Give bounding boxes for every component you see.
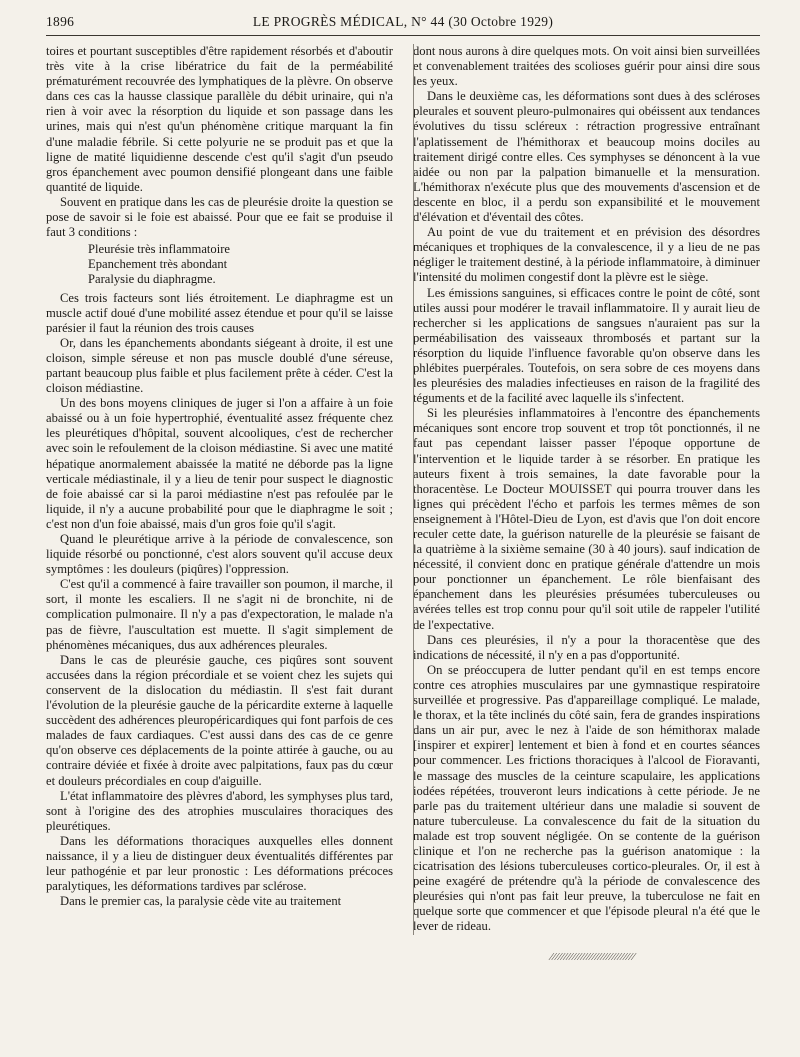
paragraph: C'est qu'il a commencé à faire travailler son poumon, il marche, il sort, il monte les escaliers. Il ne s'agit ni de bronchite, ni de complication pulmonaire. Il n'y a pas d'expectoration, le malade n'a pas de fièvre, l'auscultation est muette. Il s'agit simplement de phénomènes mécaniques, dus aux adhérences pleurales. [46, 577, 393, 652]
right-column [413, 44, 760, 935]
paragraph: Dans le premier cas, la paralysie cède vite au traitement [60, 894, 342, 909]
left-column [46, 44, 393, 935]
paragraph: Ces trois facteurs sont liés étroitement. Le diaphragme est un muscle actif doué d'une mobilité assez étendue et pour qu'il se laisse parésier il faut la réunion des trois causes [46, 290, 393, 335]
end-ornament: ⁄⁄⁄⁄⁄⁄⁄⁄⁄⁄⁄⁄⁄⁄⁄⁄⁄⁄⁄⁄⁄⁄⁄⁄⁄⁄⁄⁄⁄⁄ [550, 950, 636, 963]
paragraph: Au point de vue du traitement et en prévision des désordres mécaniques et trophiques de la convalescence, il y a lieu de ne pas négliger le traitement destiné, à la période inflammatoire, à diminuer l'intensité du molimen congestif dont la plèvre est le siège. [413, 225, 760, 285]
text-columns [46, 44, 760, 935]
paragraph: Un des bons moyens cliniques de juger si l'on a affaire à un foie abaissé ou à un foie hypertrophié, éventualité assez fréquente chez les pleurétiques d'hôpital, souvent alcooliques, c'est de rechercher avec soin le refoulement de la cloison médiastine. Si avec une matité hépatique anormalement abaissée la matité ne déborde pas la ligne verticale médiastinale, il y a lieu de tenir pour suspect le diagnostic de foie abaissé car si la paroi médiastine n'est pas refoulée par le liquide, il n'y a aucune probabilité pour que le diaphragme le soit ; c'est non d'un foie abaissé, mais d'un gros foie qu'il s'agit. [46, 396, 393, 531]
paragraph: Souvent en pratique dans les cas de pleurésie droite la question se pose de savoir si le foie est abaissé. Pour que ee fait se produise il faut 3 conditions : [46, 194, 393, 240]
paragraph: Dans les déformations thoraciques auxquelles elles donnent naissance, il y a lieu de distinguer deux éventualités différentes par leur pathogénie et par leur pronostic : Les déformations précoces paralytiques, les déformations tardives par sclérose. [46, 833, 393, 894]
paragraph: Dans ces pleurésies, il n'y a pour la thoracentèse que des indications de nécessité, il n'y en a pas d'opportunité. [413, 632, 760, 662]
list-item: Pleurésie très inflammatoire [88, 242, 230, 257]
paragraph: Si les pleurésies inflammatoires à l'encontre des épanchements mécaniques sont encore trop souvent et trop tôt ponctionnés, il ne faut pas cependant laisser passer l'époque opportune de l'intervention et le liquide tarder à se résorber. En pratique les auteurs fixent à trois semaines, la date favorable pour la thoracentèse. Le Docteur MOUISSET qui pourra trouver dans les lignes qui précèdent l'écho et parfois les termes mêmes de son enseignement à l'Hôtel-Dieu de Lyon, est d'avis que l'on doit encore reculer cette date, la guérison naturelle de la pleurésie se faisant de la quatrième à la sixième semaine (30 à 40 jours). sauf indication de nécessité, il convient donc en pratique générale d'attendre un mois pour ponctionner un épanchement. Le rôle bienfaisant des épanchement dans les pleurésies présumées tuberculeuses ou avérées telles est trop connu pour qu'il soit utile de rappeler l'utilité de l'expectative. [413, 406, 760, 632]
paragraph: dont nous aurons à dire quelques mots. On voit ainsi bien surveillées et convenablement traitées des scolioses guérir pour ainsi dire sous les yeux. [413, 44, 760, 89]
list-item: Epanchement très abondant [88, 257, 228, 272]
paragraph: On se préoccupera de lutter pendant qu'il en est temps encore contre ces atrophies musculaires par une gymnastique respiratoire surveillée et progressive. Pas d'appareillage compliqué. Le malade, le thorax, et la tête inclinés du côté sain, fera de grandes inspirations dans un air pur, avec le nez à l'aide de son hémithorax malade [inspirer et expirer] lentement et bien à fond et en courtes séances pour commencer. Les frictions thoraciques à l'alcool de Fioravanti, le massage des muscles de la ceinture scapulaire, les applications iodées répétées, trouveront leurs indications à cette période. Je ne parle pas du traitement ultérieur dans une maladie si souvent de nature tuberculeuse. La convalescence du fait de la situation du malade est trop souvent négligée. On se contente de la guérison clinique et l'on ne recherche pas la guérison anatomique : la cicatrisation des lésions tuberculeuses cortico-pleurales. Or, il est à peine exagéré de prétendre qu'à la période de convalescence des pleurésies qui n'ont pas fait leur preuve, la tuberculose ne fait en quelque sorte que commencer et que l'épisode pleural n'a été que le lever de rideau. [413, 662, 760, 934]
list-item: Paralysie du diaphragme. [88, 272, 216, 287]
paragraph: Or, dans les épanchements abondants siégeant à droite, il est une cloison, simple séreuse et non pas muscle doublé d'une séreuse, partant beaucoup plus faible et plus facilement prête à céder. C'est la cloison médiastine. [46, 335, 393, 396]
journal-title: LE PROGRÈS MÉDICAL, N° 44 (30 Octobre 1929) [252, 14, 554, 29]
paragraph: Quand le pleurétique arrive à la période de convalescence, son liquide résorbé ou ponctionné, c'est alors souvent qu'il accuse deux symptômes : les douleurs (piqûres) l'oppression. [46, 532, 393, 577]
column-divider [413, 44, 414, 935]
conditions-list [46, 242, 393, 287]
paragraph: toires et pourtant susceptibles d'être rapidement résorbés et d'aboutir très vite à la crise libératrice du fait de la perméabilité prématurément recouvrée des lymphatiques de la plèvre. On observe dans ces cas la hausse classique parallèle du débit urinaire, qui n'a rien à voir avec la résorption du liquide et son passage dans les urines, mais qui n'est qu'un phénomène critique marquant la fin d'une maladie fébrile. Si cette polyurie ne se produit pas et que la ligne de matité liquidienne descende c'est qu'il s'agit d'un pseudo gros épanchement avec poumon densifié plongeant dans une faible quantité de liquide. [46, 44, 393, 194]
running-header [46, 14, 760, 36]
paragraph: Dans le cas de pleurésie gauche, ces piqûres sont souvent accusées dans la région précordiale et se voient chez les sujets qui conservent de la dislocation du médiastin. Il s'est fait durant l'évolution de la pleurésie gauche de la péricardite externe à laquelle succèdent des adhérences pleuropéricardiques qui font parfois de ces malades de faux cardiaques. C'est aussi dans des cas de ce genre qu'on observe ces déplacements de la pointe attirée à gauche, ou au contraire déviée et fixée à droite avec palpitations, faux pas du cœur et douleurs précordiales en coup d'aiguille. [46, 652, 393, 788]
page-number: 1896 [46, 14, 75, 29]
paragraph: Les émissions sanguines, si efficaces contre le point de côté, sont utiles aussi pour modérer le travail inflammatoire. Il y aurait lieu de rechercher si les applications de sangsues n'auraient pas sur la perméabilisation des vaisseaux thrombosés et partant sur la résorption du liquide l'influence favorable qu'on observe dans les phlébites puerpérales. Toutefois, on sera sobre de ces moyens dans les pleurésies des maladies infectieuses en raison de la fragilité des téguments et de la facilité avec laquelle ils s'infectent. [413, 285, 760, 406]
paragraph: L'état inflammatoire des plèvres d'abord, les symphyses plus tard, sont à l'origine des des atrophies musculaires thoraciques des pleurétiques. [46, 788, 393, 833]
paragraph: Dans le deuxième cas, les déformations sont dues à des scléroses pleurales et souvent pleuro-pulmonaires qui obéissent aux tendances évolutives du tissu scléreux : rétraction progressive entraînant l'aplatissement de l'hémithorax et beaucoup moins dociles au traitement dirigé contre elles. Ces symphyses se dénoncent à la vue aidée ou non par la palpation bimanuelle et la mensuration. L'hémithorax n'exécute plus que des mouvements d'ascension et de descente en bloc, il a perdu son expansibilité et le mouvement d'élévation et d'éventail des côtes. [413, 89, 760, 225]
